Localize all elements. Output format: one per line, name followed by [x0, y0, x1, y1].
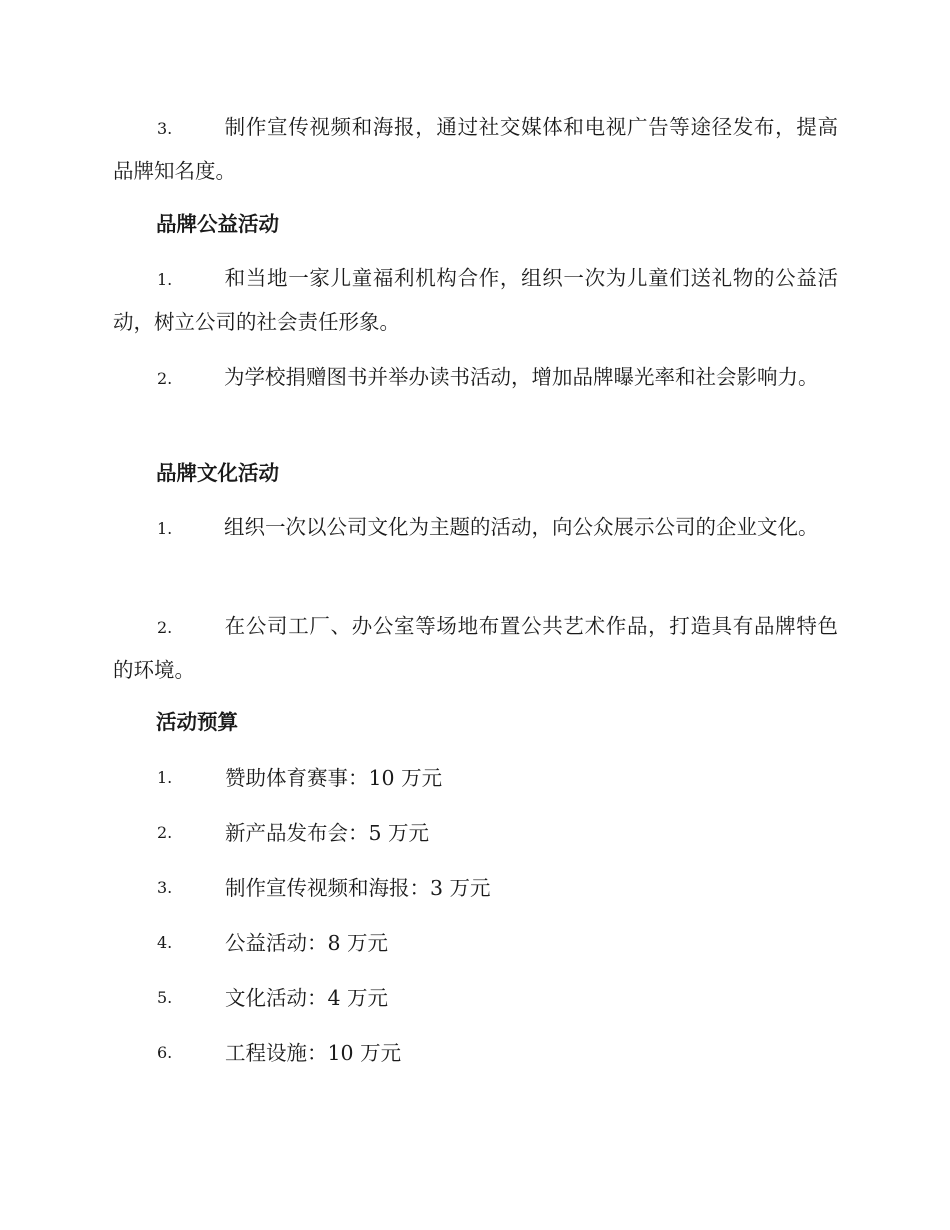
- list-number: 4.: [157, 933, 173, 952]
- budget-item: [0, 819, 950, 847]
- paragraph-text: 和当地一家儿童福利机构合作，组织一次为儿童们送礼物的公益活动，树立公司的社会责任形象。: [113, 266, 838, 334]
- section-heading-budget: 活动预算: [156, 710, 238, 734]
- budget-item: [0, 874, 950, 902]
- budget-item: [0, 764, 950, 792]
- section-heading-charity: 品牌公益活动: [156, 212, 279, 236]
- list-number: 5.: [157, 988, 173, 1007]
- list-number: 6.: [157, 1043, 173, 1062]
- list-number: 2.: [157, 618, 173, 637]
- list-number: 1.: [157, 519, 173, 538]
- budget-item-text: 赞助体育赛事：10 万元: [225, 766, 443, 790]
- list-number: 2.: [157, 369, 173, 388]
- paragraph-culture-2: [113, 605, 838, 691]
- paragraph-text: 组织一次以公司文化为主题的活动，向公众展示公司的企业文化。: [224, 515, 819, 539]
- section-heading-culture: 品牌文化活动: [156, 461, 279, 485]
- list-number: 3.: [157, 119, 173, 138]
- paragraph-text: 为学校捐赠图书并举办读书活动，增加品牌曝光率和社会影响力。: [224, 365, 819, 389]
- list-number: 1.: [157, 768, 173, 787]
- paragraph-charity-2: [113, 356, 838, 400]
- list-number: 2.: [157, 823, 173, 842]
- paragraph-culture-1: [113, 506, 838, 550]
- list-number: 1.: [157, 270, 173, 289]
- budget-item-text: 公益活动：8 万元: [225, 931, 389, 955]
- paragraph-charity-1: [113, 257, 838, 343]
- budget-item: [0, 929, 950, 957]
- paragraph-promo-video: [113, 106, 838, 192]
- budget-item-text: 制作宣传视频和海报：3 万元: [225, 876, 491, 900]
- budget-item-text: 工程设施：10 万元: [225, 1041, 402, 1065]
- budget-item-text: 新产品发布会：5 万元: [225, 821, 430, 845]
- list-number: 3.: [157, 878, 173, 897]
- budget-item-text: 文化活动：4 万元: [225, 986, 389, 1010]
- paragraph-text: 制作宣传视频和海报，通过社交媒体和电视广告等途径发布，提高品牌知名度。: [113, 115, 838, 183]
- budget-item: [0, 1039, 950, 1067]
- budget-item: [0, 984, 950, 1012]
- paragraph-text: 在公司工厂、办公室等场地布置公共艺术作品，打造具有品牌特色的环境。: [113, 614, 838, 682]
